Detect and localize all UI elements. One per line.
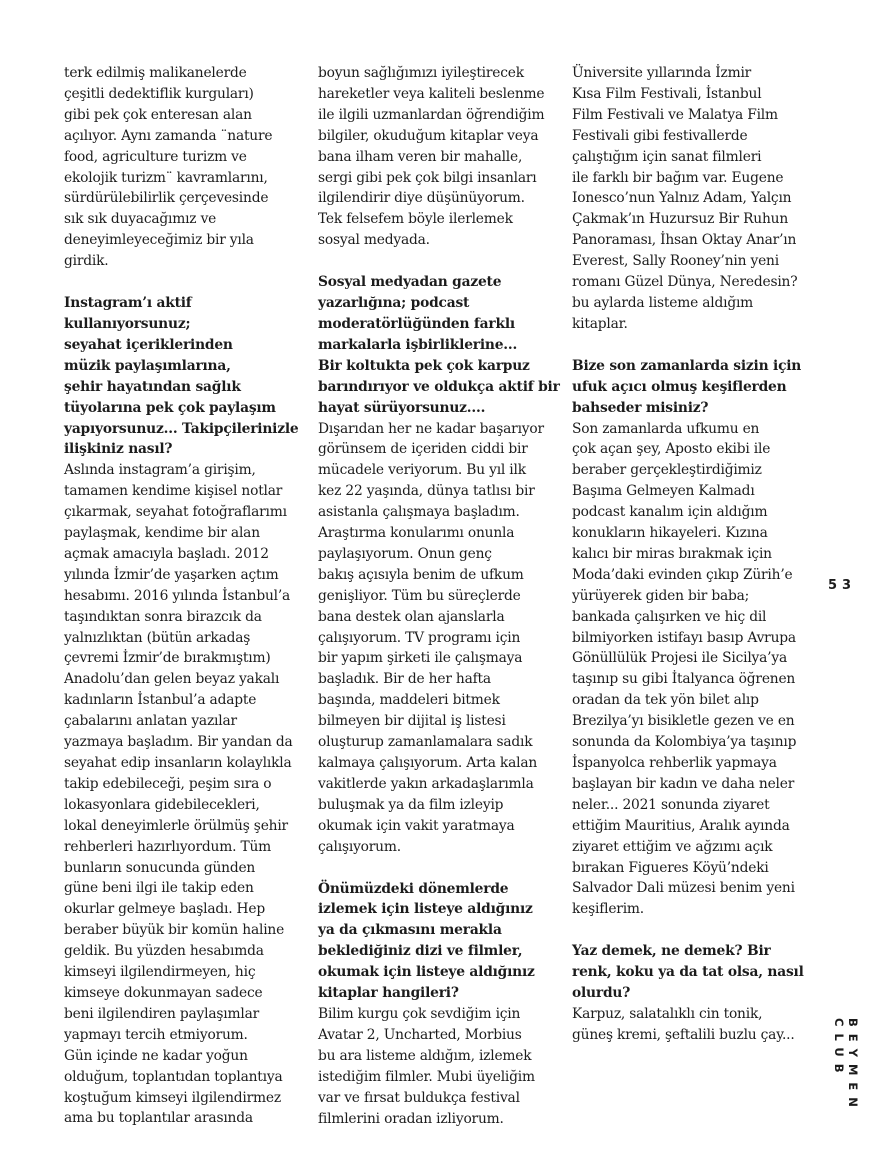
interview-question bbox=[572, 941, 812, 1004]
text-line: çevremi İzmir’de bırakmıştım) bbox=[64, 650, 271, 667]
text-line: Avatar 2, Uncharted, Morbius bbox=[318, 1026, 522, 1043]
text-line: Film Festivali ve Malatya Film bbox=[572, 106, 778, 123]
text-line: oluşturup zamanlamalara sadık bbox=[318, 734, 533, 751]
text-line: podcast kanalım için aldığım bbox=[572, 504, 768, 521]
question-line: müzik paylaşımlarına, bbox=[64, 357, 231, 374]
text-line: Bilim kurgu çok sevdiğim için bbox=[318, 1005, 521, 1022]
text-line: Brezilya’yı bisikletle gezen ve en bbox=[572, 713, 795, 730]
text-line: Son zamanlarda ufkumu en bbox=[572, 420, 760, 437]
text-line: İspanyolca rehberlik yapmaya bbox=[572, 755, 777, 771]
text-line: sergi gibi pek çok bilgi insanları bbox=[318, 169, 537, 186]
interview-question bbox=[318, 272, 558, 418]
text-line: beraber büyük bir komün haline bbox=[64, 922, 285, 939]
interview-question bbox=[64, 293, 300, 460]
question-line: kitaplar hangileri? bbox=[318, 985, 459, 1002]
text-line: olduğum, toplantıdan toplantıya bbox=[64, 1068, 283, 1085]
text-line: yazmaya başladım. Bir yandan da bbox=[64, 734, 293, 751]
text-line: kimseye dokunmayan sadece bbox=[64, 984, 263, 1001]
question-line: Bize son zamanlarda sizin için bbox=[572, 357, 802, 374]
question-line: hayat sürüyorsunuz.... bbox=[318, 399, 486, 416]
text-line: sürdürülebilirlik çerçevesinde bbox=[64, 190, 269, 207]
text-line: sonunda da Kolombiya’ya taşınıp bbox=[572, 734, 797, 751]
text-line: kalıcı bir miras bırakmak için bbox=[572, 545, 772, 562]
text-line: çabalarını anlatan yazılar bbox=[64, 713, 237, 730]
text-line: ile farklı bir bağım var. Eugene bbox=[572, 169, 784, 186]
question-line: Sosyal medyadan gazete bbox=[318, 274, 502, 291]
question-line: tüyolarına pek çok paylaşım bbox=[64, 399, 276, 416]
question-line: markalarla işbirliklerine... bbox=[318, 336, 518, 353]
text-line: kez 22 yaşında, dünya tatlısı bir bbox=[318, 483, 535, 500]
question-line: renk, koku ya da tat olsa, nasıl bbox=[572, 964, 804, 981]
text-line: güneş kremi, şeftalili buzlu çay... bbox=[572, 1026, 795, 1043]
question-line: seyahat içeriklerinden bbox=[64, 336, 233, 353]
text-line: güne beni ilgi ile takip eden bbox=[64, 880, 254, 897]
text-line: bilmeyen bir dijital iş listesi bbox=[318, 713, 506, 730]
text-line: Anadolu’dan gelen beyaz yakalı bbox=[64, 671, 280, 688]
text-line: bir yapım şirketi ile çalışmaya bbox=[318, 650, 523, 667]
text-line: yürüyerek giden bir baba; bbox=[572, 587, 750, 604]
text-line: yalnızlıktan (bütün arkadaş bbox=[64, 629, 251, 646]
question-line: beklediğiniz dizi ve filmler, bbox=[318, 943, 523, 960]
paragraph-gap bbox=[572, 920, 812, 941]
text-line: konukların hikayeleri. Kızına bbox=[572, 525, 768, 542]
text-line: romanı Güzel Dünya, Neredesin? bbox=[572, 274, 798, 291]
text-line: Kısa Film Festivali, İstanbul bbox=[572, 85, 762, 102]
text-line: terk edilmiş malikanelerde bbox=[64, 65, 247, 81]
interview-answer bbox=[572, 419, 812, 921]
text-line: çeşitli dedektiflik kurguları) bbox=[64, 85, 254, 102]
text-line: açılıyor. Aynı zamanda ¨nature bbox=[64, 127, 273, 144]
text-line: lokal deneyimlerle örülmüş şehir bbox=[64, 817, 288, 834]
interview-answer bbox=[318, 1004, 558, 1129]
text-line: taşındıktan sonra birazcık da bbox=[64, 608, 262, 625]
text-line: yapmayı tercih etmiyorum. bbox=[64, 1026, 248, 1043]
text-line: bana ilham veren bir mahalle, bbox=[318, 148, 523, 165]
text-line: beni ilgilendiren paylaşımlar bbox=[64, 1005, 259, 1022]
text-line: ekolojik turizm¨ kavramlarını, bbox=[64, 169, 268, 186]
question-line: ya da çıkmasını merakla bbox=[318, 922, 502, 939]
text-line: kimseyi ilgilendirmeyen, hiç bbox=[64, 964, 256, 981]
text-line: bırakan Figueres Köyü’ndeki bbox=[572, 859, 769, 876]
interview-answer bbox=[64, 63, 300, 272]
text-line: gibi pek çok enteresan alan bbox=[64, 106, 252, 123]
text-line: deneyimleyeceğimiz bir yıla bbox=[64, 232, 254, 249]
interview-answer bbox=[572, 63, 812, 335]
text-line: çalıştığım için sanat filmleri bbox=[572, 148, 762, 165]
text-line: Tek felsefem böyle ilerlemek bbox=[318, 211, 513, 228]
text-line: paylaşıyorum. Onun genç bbox=[318, 545, 492, 562]
text-line: Karpuz, salatalıklı cin tonik, bbox=[572, 1005, 763, 1022]
text-line: vakitlerde yakın arkadaşlarımla bbox=[318, 775, 534, 792]
question-line: ufuk açıcı olmuş keşiflerden bbox=[572, 378, 787, 395]
text-line: ama bu toplantılar arasında bbox=[64, 1110, 253, 1127]
question-line: izlemek için listeye aldığınız bbox=[318, 901, 533, 918]
article-column-3 bbox=[572, 63, 812, 1046]
text-line: beraber gerçekleştirdiğimiz bbox=[572, 462, 762, 479]
text-line: Festivali gibi festivallerde bbox=[572, 127, 748, 144]
text-line: oradan da tek yön bilet alıp bbox=[572, 692, 759, 709]
text-line: bakış açısıyla benim de ufkum bbox=[318, 566, 524, 583]
text-line: bu ara listeme aldığım, izlemek bbox=[318, 1047, 532, 1064]
text-line: ziyaret ettiğim ve ağzımı açık bbox=[572, 838, 773, 855]
text-line: Panoraması, İhsan Oktay Anar’ın bbox=[572, 232, 797, 249]
text-line: koştuğum kimseyi ilgilendirmez bbox=[64, 1089, 281, 1106]
question-line: yazarlığına; podcast bbox=[318, 295, 470, 312]
text-line: sosyal medyada. bbox=[318, 232, 430, 249]
article-column-2 bbox=[318, 63, 558, 1129]
text-line: çalışıyorum. TV programı için bbox=[318, 629, 521, 646]
interview-answer bbox=[318, 419, 558, 858]
text-line: lokasyonlara gidebilecekleri, bbox=[64, 796, 260, 813]
text-line: var ve fırsat buldukça festival bbox=[318, 1089, 520, 1106]
text-line: bilgiler, okuduğum kitaplar veya bbox=[318, 127, 539, 144]
interview-answer bbox=[572, 1004, 812, 1046]
text-line: boyun sağlığımızı iyileştirecek bbox=[318, 65, 524, 81]
article-column-1 bbox=[64, 63, 300, 1129]
text-line: Salvador Dali müzesi benim yeni bbox=[572, 880, 795, 897]
text-line: kadınların İstanbul’a adapte bbox=[64, 692, 257, 709]
question-line: moderatörlüğünden farklı bbox=[318, 315, 515, 332]
text-line: takip edebileceği, peşim sıra o bbox=[64, 775, 272, 792]
text-line: Dışarıdan her ne kadar başarıyor bbox=[318, 420, 544, 437]
text-line: başlayan bir kadın ve daha neler bbox=[572, 775, 795, 792]
text-line: sık sık duyacağımız ve bbox=[64, 211, 217, 228]
question-line: kullanıyorsunuz; bbox=[64, 315, 191, 332]
question-line: ilişkiniz nasıl? bbox=[64, 441, 173, 458]
question-line: barındırıyor ve oldukça aktif bir bbox=[318, 378, 560, 395]
question-line: Bir koltukta pek çok karpuz bbox=[318, 357, 530, 374]
text-line: başladık. Bir de her hafta bbox=[318, 671, 491, 688]
text-line: Ionesco’nun Yalnız Adam, Yalçın bbox=[572, 190, 792, 207]
text-line: bana destek olan ajanslarla bbox=[318, 608, 505, 625]
text-line: food, agriculture turizm ve bbox=[64, 148, 247, 165]
text-line: neler... 2021 sonunda ziyaret bbox=[572, 796, 770, 813]
text-line: Aslında instagram’a girişim, bbox=[64, 462, 256, 479]
text-line: ilgilendirir diye düşünüyorum. bbox=[318, 190, 525, 207]
text-line: açmak amacıyla başladı. 2012 bbox=[64, 545, 269, 562]
text-line: görünsem de içeriden ciddi bir bbox=[318, 441, 528, 458]
text-line: girdik. bbox=[64, 253, 109, 270]
text-line: okumak için vakit yaratmaya bbox=[318, 817, 515, 834]
interview-answer bbox=[64, 460, 300, 1129]
paragraph-gap bbox=[318, 251, 558, 272]
text-line: çok açan şey, Aposto ekibi ile bbox=[572, 441, 771, 458]
text-line: yılında İzmir’de yaşarken açtım bbox=[64, 566, 279, 583]
text-line: Everest, Sally Rooney’nin yeni bbox=[572, 253, 779, 270]
text-line: bankada çalışırken ve hiç dil bbox=[572, 608, 767, 625]
paragraph-gap bbox=[64, 272, 300, 293]
question-line: yapıyorsunuz... Takipçilerinizle bbox=[64, 420, 299, 437]
question-line: şehir hayatından sağlık bbox=[64, 378, 241, 395]
interview-answer bbox=[318, 63, 558, 251]
text-line: Çakmak’ın Huzursuz Bir Ruhun bbox=[572, 211, 789, 228]
text-line: hesabımı. 2016 yılında İstanbul’a bbox=[64, 587, 291, 604]
text-line: başında, maddeleri bitmek bbox=[318, 692, 500, 709]
text-line: ettiğim Mauritius, Aralık ayında bbox=[572, 817, 790, 834]
magazine-brand: BEYMEN CLUB bbox=[832, 1018, 860, 1114]
question-line: olurdu? bbox=[572, 985, 631, 1002]
text-line: buluşmak ya da film izleyip bbox=[318, 796, 504, 813]
text-line: Moda’daki evinden çıkıp Zürih’e bbox=[572, 566, 793, 583]
text-line: tamamen kendime kişisel notlar bbox=[64, 483, 283, 500]
text-line: paylaşmak, kendime bir alan bbox=[64, 525, 260, 542]
question-line: Yaz demek, ne demek? Bir bbox=[572, 943, 771, 960]
question-line: Instagram’ı aktif bbox=[64, 295, 192, 312]
text-line: seyahat edip insanların kolaylıkla bbox=[64, 755, 292, 771]
text-line: Gün içinde ne kadar yoğun bbox=[64, 1047, 248, 1064]
text-line: asistanla çalışmaya başladım. bbox=[318, 504, 520, 521]
text-line: rehberleri hazırlıyordum. Tüm bbox=[64, 838, 272, 855]
text-line: istediğim filmler. Mubi üyeliğim bbox=[318, 1068, 535, 1085]
text-line: mücadele veriyorum. Bu yıl ilk bbox=[318, 462, 526, 479]
text-line: taşınıp su gibi İtalyanca öğrenen bbox=[572, 671, 796, 688]
text-line: Başıma Gelmeyen Kalmadı bbox=[572, 483, 755, 500]
text-line: filmlerini oradan izliyorum. bbox=[318, 1110, 504, 1127]
text-line: geldik. Bu yüzden hesabımda bbox=[64, 943, 264, 960]
text-line: okurlar gelmeye başladı. Hep bbox=[64, 901, 265, 918]
text-line: kitaplar. bbox=[572, 315, 628, 332]
text-line: bu aylarda listeme aldığım bbox=[572, 294, 754, 311]
text-line: Araştırma konularımı onunla bbox=[318, 525, 515, 542]
text-line: çıkarmak, seyahat fotoğraflarımı bbox=[64, 504, 287, 521]
text-line: Üniversite yıllarında İzmir bbox=[572, 65, 752, 81]
interview-question bbox=[572, 356, 812, 419]
question-line: bahseder misiniz? bbox=[572, 399, 709, 416]
text-line: hareketler veya kaliteli beslenme bbox=[318, 85, 545, 102]
question-line: Önümüzdeki dönemlerde bbox=[318, 880, 509, 897]
page-number: 53 bbox=[828, 578, 857, 593]
text-line: keşiflerim. bbox=[572, 901, 644, 918]
text-line: ile ilgili uzmanlardan öğrendiğim bbox=[318, 106, 545, 123]
text-line: kalmaya çalışıyorum. Arta kalan bbox=[318, 755, 538, 771]
text-line: bunların sonucunda günden bbox=[64, 859, 256, 876]
paragraph-gap bbox=[572, 335, 812, 356]
interview-question bbox=[318, 879, 558, 1004]
text-line: çalışıyorum. bbox=[318, 838, 401, 855]
paragraph-gap bbox=[318, 858, 558, 879]
text-line: genişliyor. Tüm bu süreçlerde bbox=[318, 587, 521, 604]
text-line: Gönüllülük Projesi ile Sicilya’ya bbox=[572, 650, 787, 667]
text-line: bilmiyorken istifayı basıp Avrupa bbox=[572, 629, 796, 646]
question-line: okumak için listeye aldığınız bbox=[318, 964, 535, 981]
